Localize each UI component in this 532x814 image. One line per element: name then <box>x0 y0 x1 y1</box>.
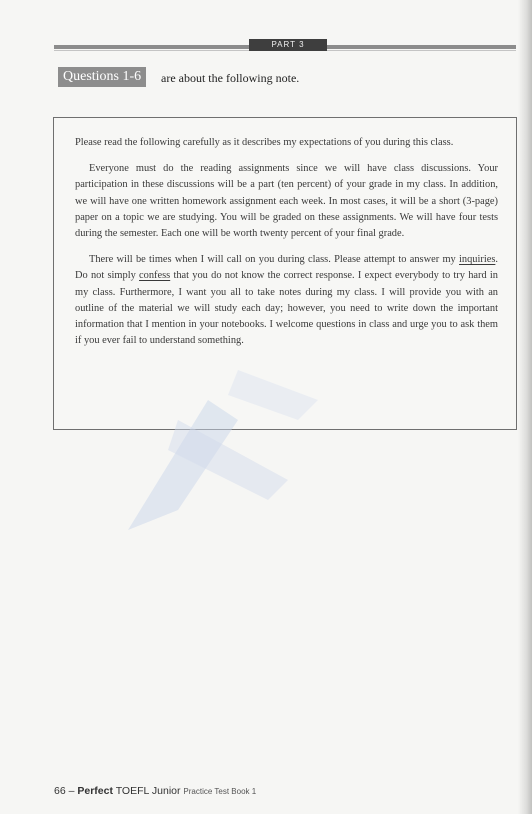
book-subtitle: TOEFL Junior <box>112 785 184 797</box>
note-paragraph-2: Everyone must do the reading assignments since we will have class discussions. Your participation in these discussions will be a part (ten percent) of your grade in my class. In addition, we will have one written homework assignment each week. In most cases, it will be a short (3-page) paper on a topic we are studying. You will be graded on these assignments. We will have four tests during the semester. Each one will be worth twenty percent of your final grade. <box>75 163 498 240</box>
book-series: Practice Test Book 1 <box>183 787 257 796</box>
questions-label: Questions 1-6 <box>58 67 146 87</box>
note-p3-part-e: that you do not know the correct response. I expect everybody to try hard in my class. Furthermore, I want you all to take notes during my class. I will provide you with an outline of the material we will study each day; however, you need to write down the important information that I mention in your notebooks. I welcome questions in class and urge you to ask them if you ever fail to understand something. <box>75 270 498 347</box>
part-label: PART 3 <box>249 39 327 51</box>
underlined-word-inquiries: inquiries <box>459 254 496 266</box>
page-footer <box>54 785 256 797</box>
page-edge-shadow <box>518 0 532 814</box>
note-paragraph-1: Please read the following carefully as it describes my expectations of you during this class. <box>75 137 454 148</box>
note-p3-part-a: There will be times when I will call on you during class. Please attempt to answer my <box>89 254 460 266</box>
footer-dash: – <box>65 785 78 797</box>
page-number: 66 <box>54 785 66 797</box>
note-p3-part-c: . Do not simply <box>75 254 498 282</box>
note-text <box>75 135 498 359</box>
book-title: Perfect <box>77 785 113 797</box>
questions-intro: are about the following note. <box>161 71 300 85</box>
note-paragraph-3 <box>75 252 498 349</box>
watermark-logo <box>118 360 338 560</box>
underlined-word-confess: confess <box>139 270 171 282</box>
